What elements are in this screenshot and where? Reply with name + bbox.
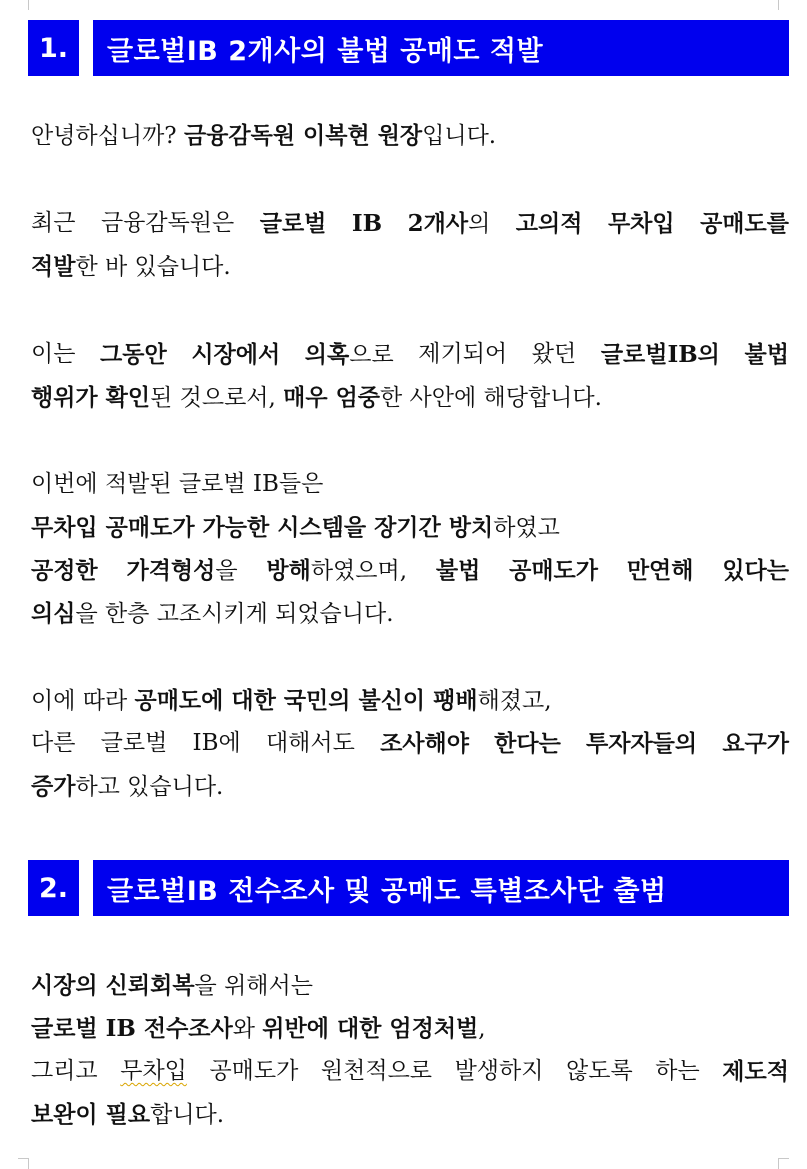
text-run: 된 것으로서, bbox=[150, 385, 284, 411]
text-run-bold: 의심 bbox=[31, 600, 76, 627]
word-bold: 공정한 bbox=[31, 557, 98, 584]
paragraph-2-line-1 bbox=[31, 335, 789, 375]
paragraph-4-line-2 bbox=[31, 724, 789, 763]
word: 그리고 bbox=[31, 1058, 98, 1084]
word: 글로벌 bbox=[100, 730, 168, 756]
word-bold: 고의적 bbox=[515, 210, 583, 237]
word-bold: 글로벌 bbox=[259, 210, 327, 237]
word-bold: IB bbox=[351, 210, 383, 237]
text-run-bold: 적발 bbox=[31, 253, 76, 280]
word: 다른 bbox=[31, 730, 76, 756]
text-run: 입니다. bbox=[422, 123, 497, 149]
word: 최근 bbox=[31, 210, 76, 236]
word: 공매도가 bbox=[209, 1058, 299, 1084]
text-run: 하였고 bbox=[493, 515, 560, 541]
word-bold: 있다는 bbox=[722, 557, 789, 584]
paragraph-4-line-1 bbox=[31, 681, 789, 721]
word-bold: 방해 bbox=[266, 557, 311, 584]
text-run: 을 한층 고조시키게 되었습니다. bbox=[75, 601, 394, 627]
text-run-bold: 공매도에 대한 국민의 불신이 팽배 bbox=[134, 687, 478, 714]
text-run: 이에 따라 bbox=[31, 688, 135, 714]
page-corner-mark bbox=[18, 0, 29, 10]
page-corner-mark bbox=[778, 0, 789, 10]
word-bold: 한다는 bbox=[494, 730, 561, 757]
text-run: 합니다. bbox=[150, 1102, 225, 1128]
word-bold: 무차입 bbox=[607, 210, 675, 237]
word-bold: 공매도가 bbox=[509, 557, 598, 584]
word-group bbox=[266, 551, 407, 591]
word: 하는 bbox=[655, 1058, 700, 1084]
paragraph-3-line-3 bbox=[31, 551, 789, 591]
word-bold: 가격형성 bbox=[126, 557, 216, 584]
word-bold: 2개사 bbox=[407, 210, 469, 237]
paragraph-1-line-2 bbox=[31, 247, 789, 287]
word-bold: 공매도를 bbox=[700, 210, 789, 237]
word: IB bbox=[192, 730, 219, 756]
paragraph-1-line-1 bbox=[31, 204, 789, 244]
section-2-line-3 bbox=[31, 1052, 789, 1091]
word: 대해서도 bbox=[265, 730, 355, 756]
word: 않도록 bbox=[566, 1058, 633, 1084]
text-run-bold: 보완이 필요 bbox=[31, 1101, 151, 1128]
word: 이는 bbox=[31, 341, 76, 367]
section-2-line-2 bbox=[31, 1009, 789, 1049]
text-run: 하고 있습니다. bbox=[75, 774, 224, 800]
word-bold: 의혹 bbox=[304, 341, 350, 368]
word: 의 bbox=[468, 211, 491, 237]
paragraph-3-line-2 bbox=[31, 508, 789, 548]
word-spellcheck-underlined: 무차입 bbox=[120, 1058, 187, 1084]
section-1-heading bbox=[28, 20, 789, 76]
word-bold: 그동안 bbox=[100, 341, 167, 368]
word-bold: 불법 bbox=[435, 557, 481, 584]
page-corner-mark bbox=[18, 1158, 29, 1169]
word-group bbox=[126, 551, 237, 591]
greeting-paragraph bbox=[31, 116, 789, 156]
word: 금융감독원은 bbox=[100, 210, 235, 236]
word-group bbox=[193, 724, 241, 763]
word-bold: 불법 bbox=[744, 341, 789, 368]
word: 발생하지 bbox=[454, 1058, 544, 1084]
word: 에 bbox=[218, 730, 241, 756]
text-run-bold: 글로벌 IB 전수조사 bbox=[31, 1015, 233, 1042]
text-run-bold: 행위가 확인 bbox=[31, 384, 151, 411]
text-run: 와 bbox=[232, 1016, 263, 1042]
word-bold: 시장에서 bbox=[191, 341, 281, 368]
word-bold: 투자자들의 bbox=[586, 730, 698, 757]
word: 을 bbox=[215, 558, 238, 584]
page-corner-mark bbox=[778, 1158, 789, 1169]
section-title: 글로벌IB 전수조사 및 공매도 특별조사단 출범 bbox=[93, 860, 789, 916]
paragraph-2-line-2 bbox=[31, 378, 789, 418]
text-run: 한 바 있습니다. bbox=[75, 254, 231, 280]
word-bold: 만연해 bbox=[626, 557, 694, 584]
text-run: , bbox=[478, 1016, 486, 1042]
section-2-line-4 bbox=[31, 1095, 789, 1135]
word-bold: 글로벌IB의 bbox=[600, 341, 720, 368]
section-number: 2. bbox=[28, 860, 79, 916]
text-run-bold: 금융감독원 이복현 원장 bbox=[183, 122, 423, 149]
paragraph-4-line-3 bbox=[31, 767, 789, 807]
text-run-bold: 증가 bbox=[31, 773, 76, 800]
paragraph-3-line-1: 이번에 적발된 글로벌 IB들은 bbox=[31, 471, 324, 497]
word: 으로 bbox=[349, 342, 394, 368]
section-2-line-1 bbox=[31, 966, 789, 1006]
text-run: 한 사안에 해당합니다. bbox=[380, 385, 602, 411]
text-run-bold: 위반에 대한 엄정처벌 bbox=[262, 1015, 479, 1042]
word: 원천적으로 bbox=[320, 1058, 433, 1084]
word-bold: 조사해야 bbox=[380, 730, 469, 757]
section-title: 글로벌IB 2개사의 불법 공매도 적발 bbox=[93, 20, 789, 76]
word-group bbox=[408, 204, 491, 244]
text-run-bold: 무차입 공매도가 가능한 시스템을 장기간 방치 bbox=[31, 514, 494, 541]
section-number: 1. bbox=[28, 20, 79, 76]
text-run-bold: 시장의 신뢰회복 bbox=[31, 972, 195, 999]
section-2-heading bbox=[28, 860, 789, 916]
word: 제기되어 bbox=[418, 341, 508, 367]
word-bold: 제도적 bbox=[722, 1058, 789, 1085]
word-bold: 요구가 bbox=[722, 730, 789, 757]
paragraph-3-line-4 bbox=[31, 594, 789, 634]
text-run: 을 위해서는 bbox=[194, 973, 313, 999]
text-run: 안녕하십니까? bbox=[31, 123, 184, 149]
text-run-bold: 매우 엄중 bbox=[283, 384, 381, 411]
word: 하였으며, bbox=[310, 558, 408, 584]
word-group bbox=[305, 335, 394, 375]
text-run: 해졌고, bbox=[477, 688, 552, 714]
word: 왔던 bbox=[531, 341, 577, 367]
